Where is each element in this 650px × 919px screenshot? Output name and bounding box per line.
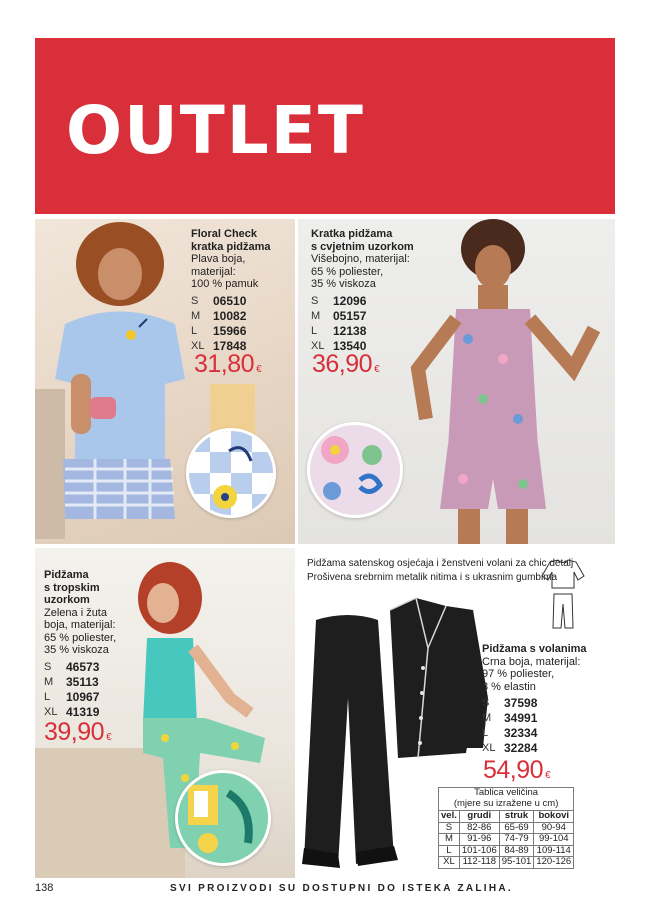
- column-header: grudi: [459, 811, 499, 823]
- price-tropical: [44, 718, 111, 747]
- size-label: M: [482, 712, 492, 724]
- table-cell: 90-94: [534, 822, 574, 834]
- product-code: 12138: [333, 323, 367, 338]
- product-desc-line: 65 % poliester,: [44, 631, 117, 644]
- product-code: 13540: [333, 338, 367, 353]
- product-info-floral-check: [191, 228, 270, 354]
- table-row: [439, 834, 574, 846]
- table-cell: L: [439, 845, 460, 857]
- product-code: 46573: [66, 659, 100, 674]
- product-code: 05157: [333, 308, 367, 323]
- product-title-line: Kratka pidžama: [311, 228, 393, 240]
- table-cell: 95-101: [499, 857, 534, 869]
- price-value: 31,80: [194, 350, 255, 378]
- intro-line: Pidžama satenskog osjećaja i ženstveni volani za chic detalj: [307, 558, 574, 569]
- size-label: XL: [311, 339, 325, 352]
- column-header: struk: [499, 811, 534, 823]
- product-info-floral-short: [311, 228, 414, 354]
- product-title-line: Floral Check: [191, 228, 258, 240]
- table-cell: 82-86: [459, 822, 499, 834]
- product-code: 10967: [66, 689, 100, 704]
- tropical-fabric-swatch: [178, 773, 268, 863]
- product-code: 32334: [504, 726, 538, 740]
- size-label: S: [311, 294, 319, 307]
- product-title-line: Pidžama s volanima: [482, 643, 587, 655]
- product-code: 15966: [213, 323, 247, 338]
- size-label: XL: [191, 339, 205, 352]
- table-cell: 74-79: [499, 834, 534, 846]
- size-label: S: [482, 697, 490, 709]
- fabric-detail-tropical: [175, 770, 271, 866]
- product-desc-line: 97 % poliester,: [482, 668, 555, 680]
- product-title-line: s cvjetnim uzorkom: [311, 240, 414, 253]
- page-number: 138: [35, 882, 54, 894]
- price-floral-check: [194, 350, 261, 379]
- size-label: L: [311, 324, 318, 337]
- product-desc-line: Višebojno, materijal:: [311, 253, 410, 265]
- product-desc-line: 100 % pamuk: [191, 278, 259, 290]
- product-info-ruffle: [482, 643, 587, 756]
- product-info-tropical: [44, 569, 116, 720]
- table-cell: XL: [439, 857, 460, 869]
- price-value: 36,90: [312, 350, 373, 378]
- currency-symbol: €: [106, 732, 112, 743]
- table-row: [439, 845, 574, 857]
- table-cell: 65-69: [499, 822, 534, 834]
- currency-symbol: €: [256, 364, 262, 375]
- price-value: 39,90: [44, 718, 105, 746]
- product-desc-line: Plava boja,: [191, 253, 246, 265]
- table-cell: 84-89: [499, 845, 534, 857]
- table-row: [439, 799, 574, 811]
- size-label: XL: [44, 705, 58, 718]
- table-cell: 112-118: [459, 857, 499, 869]
- size-chart-table: [438, 787, 574, 869]
- table-cell: S: [439, 822, 460, 834]
- column-header: bokovi: [534, 811, 574, 823]
- product-desc-line: 3 % elastin: [482, 680, 536, 693]
- table-cell: 91-96: [459, 834, 499, 846]
- code-row: [482, 726, 587, 741]
- table-row: [439, 822, 574, 834]
- product-code: 37598: [504, 696, 538, 710]
- product-code: 32284: [504, 741, 538, 755]
- size-chart-subtitle: (mjere su izražene u cm): [439, 799, 574, 811]
- price-ruffle: [483, 756, 550, 785]
- product-code: 12096: [333, 293, 367, 308]
- table-cell: 109-114: [534, 845, 574, 857]
- size-chart-title: Tablica veličina: [439, 788, 574, 800]
- size-label: S: [191, 294, 199, 307]
- product-desc-line: 35 % viskoza: [44, 644, 109, 656]
- code-row: [191, 324, 270, 339]
- code-row: [191, 294, 270, 309]
- code-row: [311, 309, 414, 324]
- code-row: [44, 690, 116, 705]
- product-desc-line: Zelena i žuta: [44, 606, 107, 619]
- product-title-line: kratka pidžama: [191, 240, 271, 253]
- product-code: 34991: [504, 711, 538, 725]
- currency-symbol: €: [374, 364, 380, 375]
- price-floral-short: [312, 350, 379, 379]
- fabric-detail-floral-check: [186, 428, 276, 518]
- table-cell: 120-126: [534, 857, 574, 869]
- size-label: XL: [482, 742, 496, 754]
- size-label: M: [44, 675, 54, 688]
- product-title-line: Pidžama: [44, 569, 89, 581]
- product-desc-line: 65 % poliester,: [311, 265, 384, 278]
- size-label: L: [191, 324, 198, 337]
- code-row: [44, 660, 116, 675]
- product-title-line: uzorkom: [44, 594, 90, 606]
- product-desc-line: materijal:: [191, 265, 236, 278]
- size-label: L: [482, 727, 489, 739]
- currency-symbol: €: [545, 770, 551, 781]
- product-code: 41319: [66, 704, 100, 719]
- product-code: 10082: [213, 308, 247, 323]
- product-intro-ruffle: [307, 557, 573, 585]
- product-title-line: s tropskim: [44, 581, 100, 594]
- size-label: L: [44, 690, 51, 703]
- gingham-fabric-swatch: [189, 431, 273, 515]
- table-header-row: [439, 811, 574, 823]
- table-cell: 101-106: [459, 845, 499, 857]
- code-row: [482, 741, 587, 756]
- product-desc-line: boja, materijal:: [44, 619, 116, 631]
- price-value: 54,90: [483, 756, 544, 784]
- size-label: M: [311, 309, 321, 322]
- code-row: [311, 294, 414, 309]
- fabric-detail-floral-short: [307, 422, 403, 518]
- code-row: [482, 696, 587, 711]
- table-cell: 99-104: [534, 834, 574, 846]
- table-cell: M: [439, 834, 460, 846]
- code-row: [44, 675, 116, 690]
- floral-fabric-swatch: [310, 425, 400, 515]
- product-code: 06510: [213, 293, 247, 308]
- product-code: 17848: [213, 338, 247, 353]
- banner-title: OUTLET: [66, 92, 365, 169]
- size-label: M: [191, 309, 201, 322]
- product-code: 35113: [66, 674, 99, 689]
- product-desc-line: 35 % viskoza: [311, 278, 376, 290]
- code-row: [191, 309, 270, 324]
- code-row: [311, 324, 414, 339]
- size-label: S: [44, 660, 52, 673]
- intro-line: Prošivena srebrnim metalik nitima i s ukrasnim gumbima: [307, 572, 558, 583]
- column-header: vel.: [439, 811, 460, 823]
- product-desc-line: Crna boja, materijal:: [482, 655, 581, 668]
- availability-note: SVI PROIZVODI SU DOSTUPNI DO ISTEKA ZALIHA.: [170, 883, 513, 894]
- table-row: [439, 857, 574, 869]
- code-row: [482, 711, 587, 726]
